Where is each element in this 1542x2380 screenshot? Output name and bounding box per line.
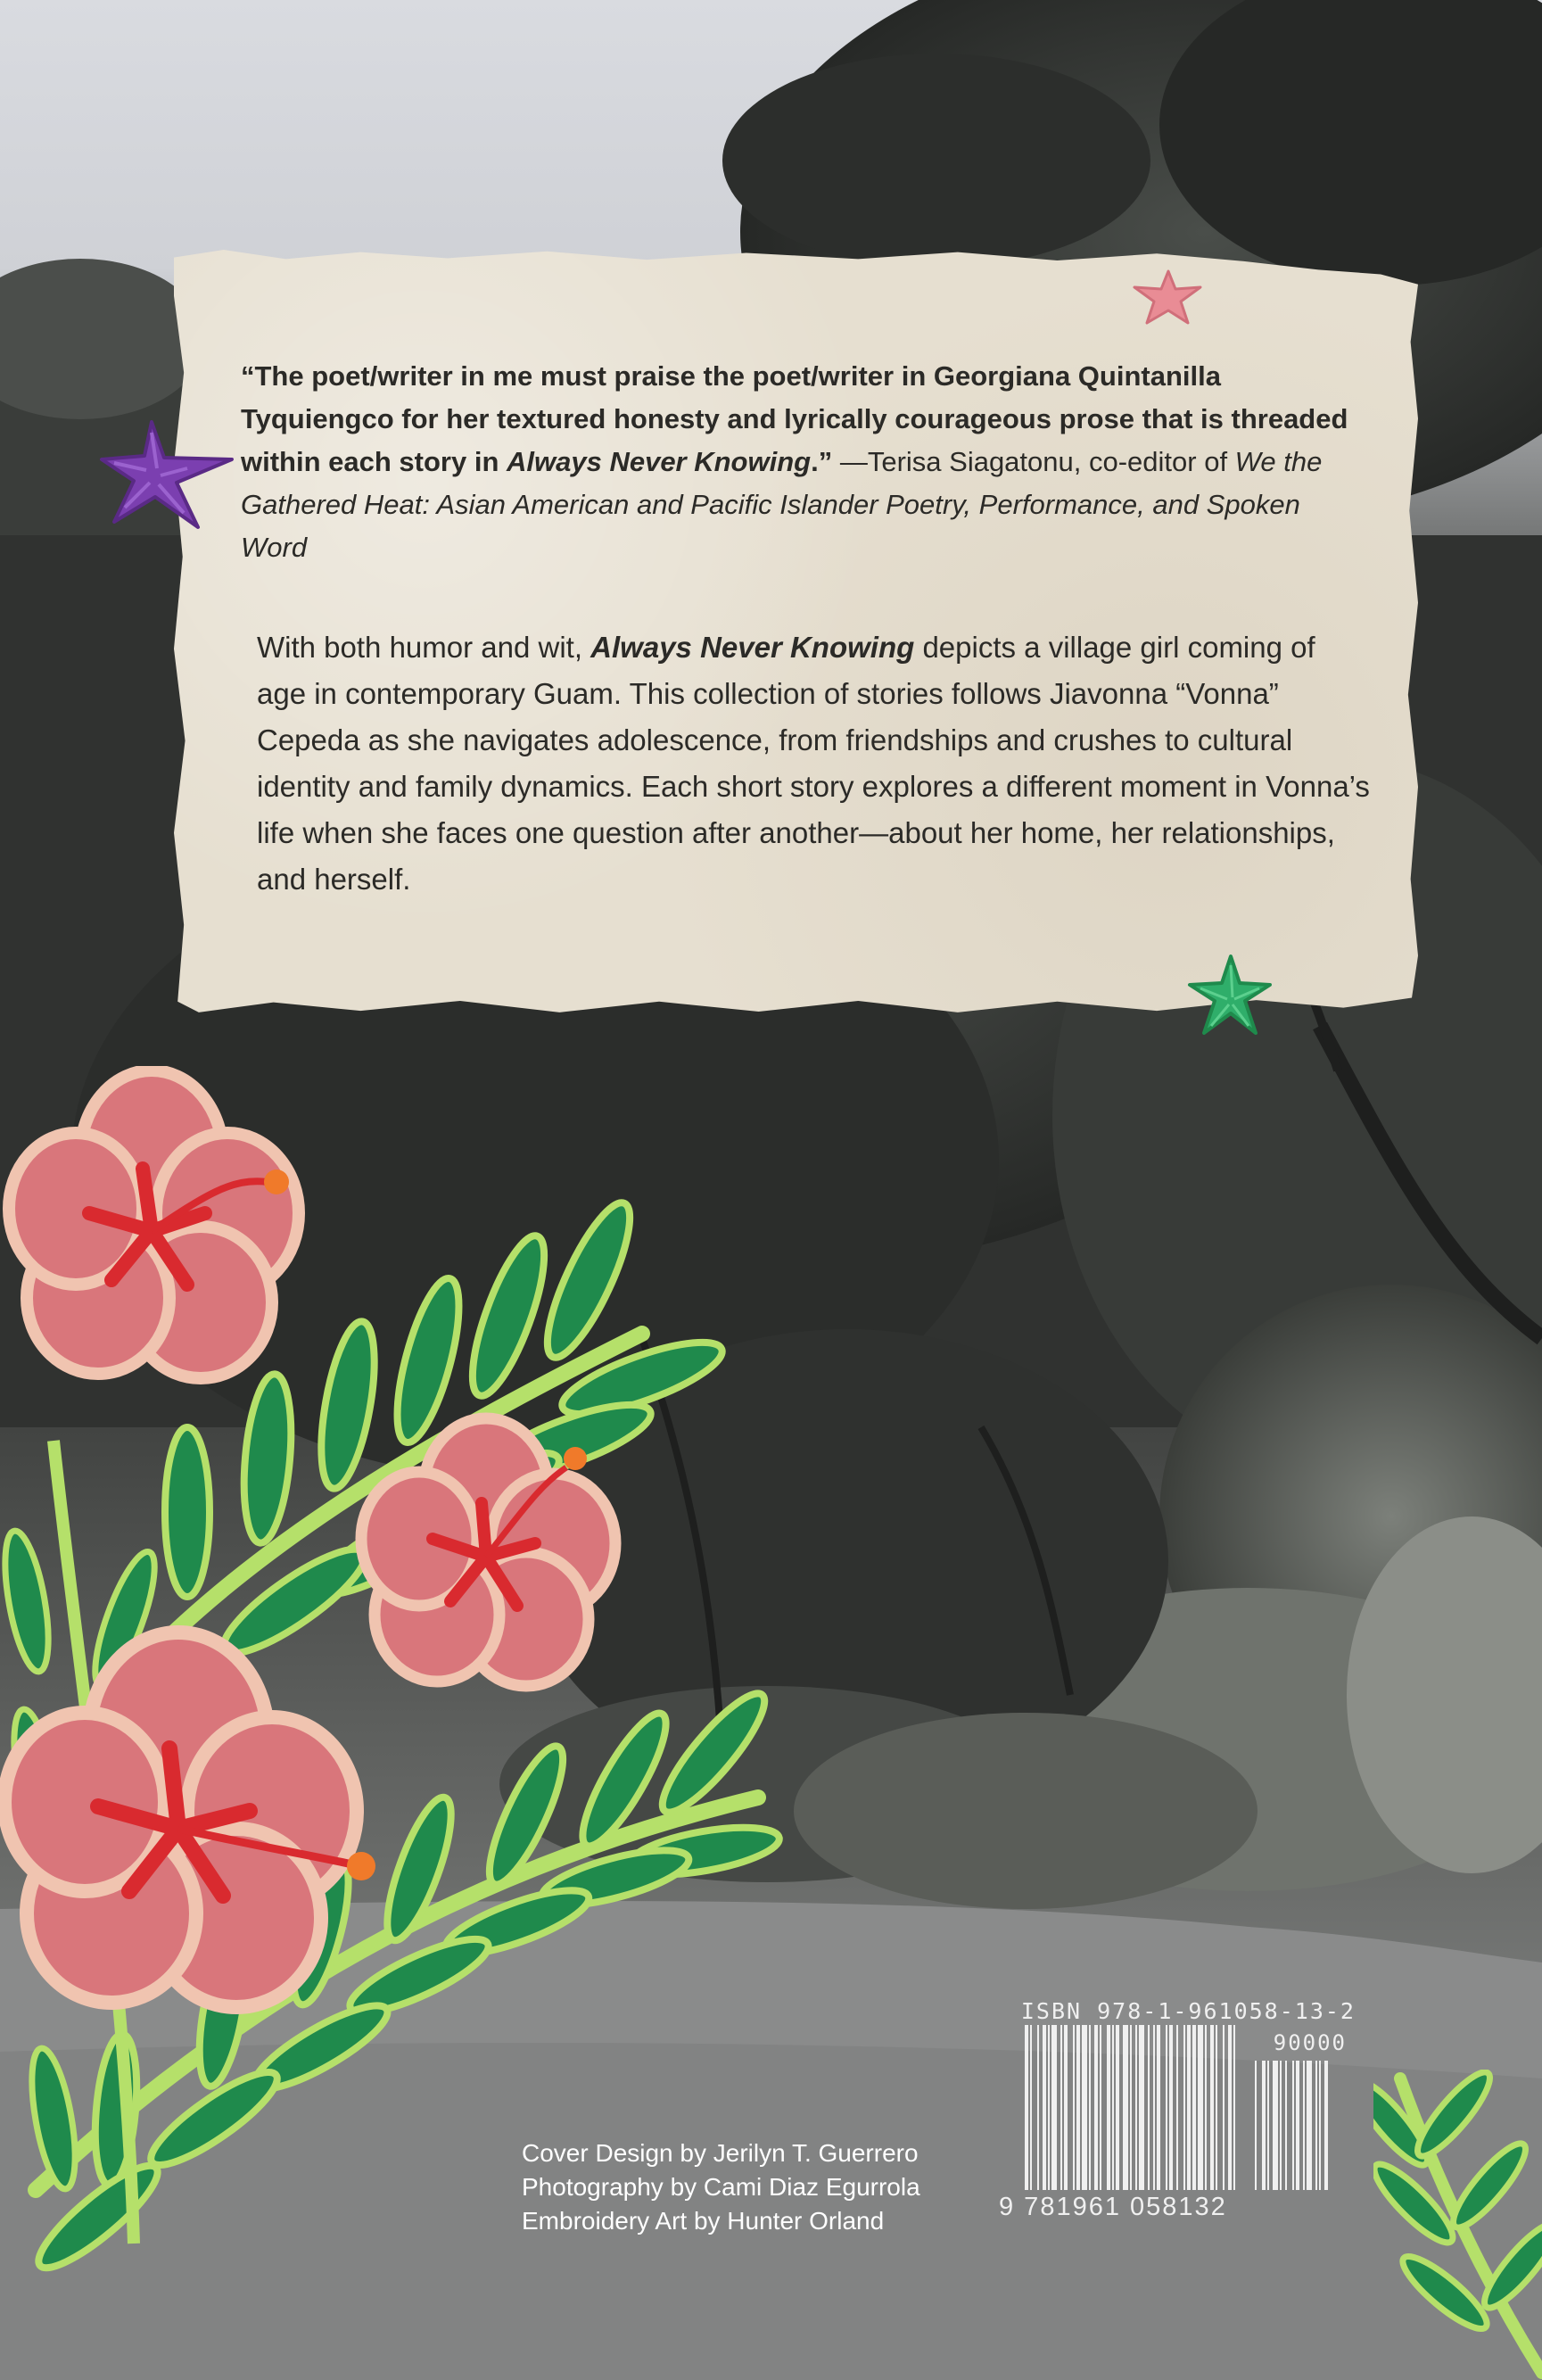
quote-credit-work: We the Gathered Heat: Asian American and Pacific Islander Poetry, Performance, and Spoken Word: [241, 446, 1323, 563]
isbn-barcode: [999, 1998, 1356, 2239]
description-lead: With both humor and wit,: [257, 631, 591, 664]
barcode-digits: 9 781961 058132: [999, 2193, 1227, 2221]
purple-star-stitch-icon: [98, 415, 250, 531]
description-book-title: Always Never Knowing: [590, 631, 915, 664]
green-star-stitch-icon: [1186, 953, 1275, 1042]
price-code: 90000: [1273, 2030, 1347, 2055]
cover-credits: [522, 2136, 1021, 2238]
pink-star-stitch-icon: [1131, 266, 1206, 328]
fern-frond-icon: [1373, 2070, 1542, 2380]
hibiscus-flower-icon: [9, 1070, 299, 1378]
credit-cover-design: Cover Design by Jerilyn T. Guerrero: [522, 2139, 919, 2167]
credit-photography: Photography by Cami Diaz Egurrola: [522, 2173, 920, 2201]
quote-text: “The poet/writer in me must praise the poet/writer in Georgiana Quintanilla Tyquiengco for her textured honesty and lyrically courageous prose that is threaded within each story in: [241, 360, 1348, 477]
quote-credit: —Terisa Siagatonu, co-editor of: [832, 446, 1235, 477]
book-description: [257, 624, 1372, 903]
quote-close: .”: [811, 446, 833, 477]
credit-embroidery: Embroidery Art by Hunter Orland: [522, 2207, 885, 2235]
isbn-text: ISBN 978-1-961058-13-2: [1020, 1998, 1356, 2024]
blurb-quote: [241, 355, 1373, 569]
hibiscus-flower-icon: [4, 1632, 375, 2007]
description-body: depicts a village girl coming of age in contemporary Guam. This collection of stories follows Jiavonna “Vonna” Cepeda as she navigates adolescence, from friendships and crushes to cultural identity and family dynamics. Each short story explores a different moment in Vonna’s life when she faces one question after another—about her home, her relationships, and herself.: [257, 631, 1370, 896]
quote-book-title: Always Never Knowing: [507, 446, 812, 477]
